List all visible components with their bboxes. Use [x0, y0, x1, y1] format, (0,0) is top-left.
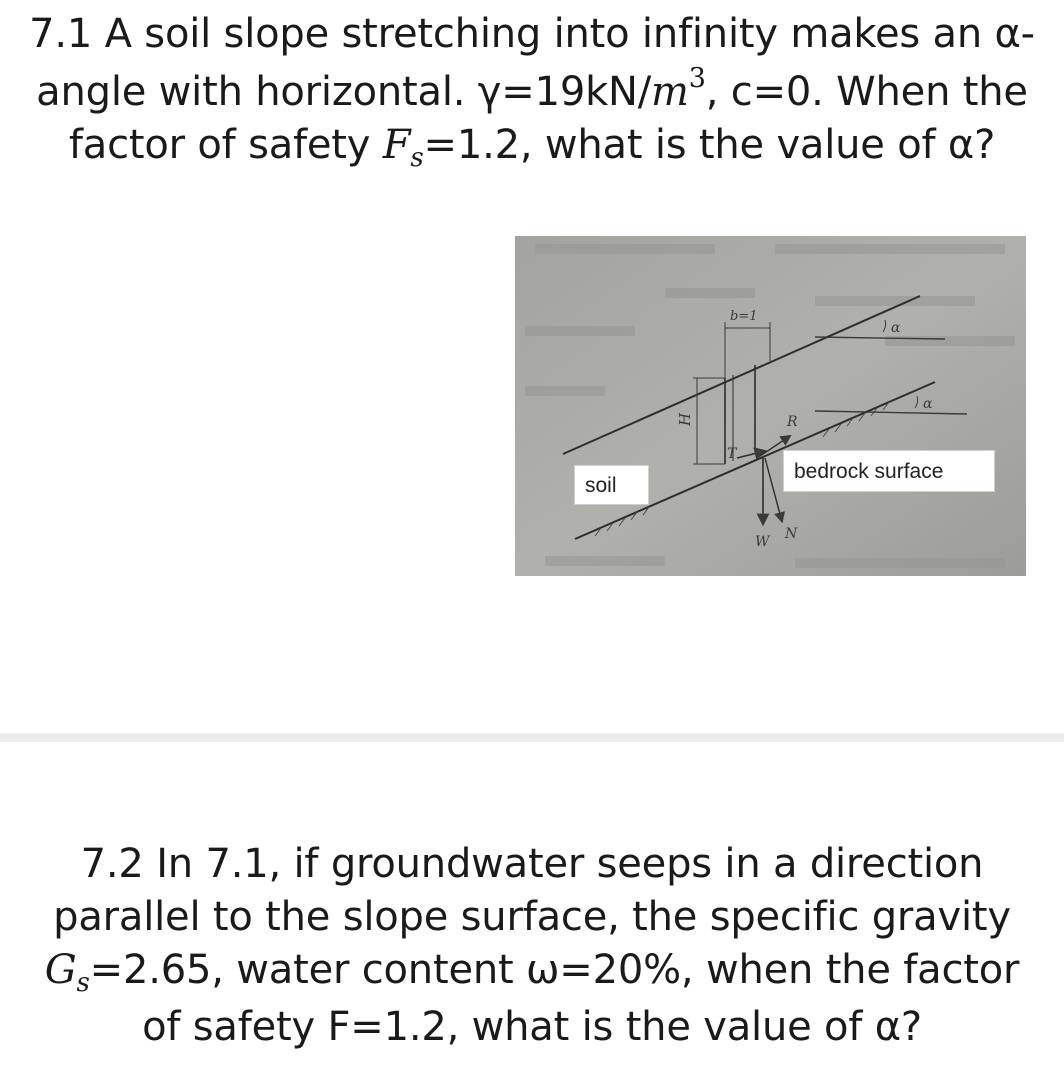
q1-line-2 — [0, 61, 1064, 119]
force-n-label: N — [785, 526, 798, 542]
section-divider — [0, 733, 1064, 742]
question-7-1 — [0, 8, 1064, 176]
safety-factor-symbol: F — [382, 122, 411, 169]
q2-line-4: of safety F=1.2, what is the value of α? — [142, 1003, 922, 1050]
safety-factor-subscript: s — [410, 143, 424, 174]
q2-line-3-text: =2.65, water content ω=20%, when the factor — [89, 947, 1020, 994]
angle-label-top: α — [891, 320, 901, 336]
force-r-label: R — [787, 414, 798, 430]
angle-label-bottom: α — [923, 396, 933, 412]
slope-diagram — [515, 236, 1026, 576]
bedrock-surface-label: bedrock surface — [783, 450, 995, 492]
q2-line-2: parallel to the slope surface, the specific gravity — [53, 894, 1011, 941]
h-dimension-label: H — [676, 412, 694, 426]
specific-gravity-symbol: G — [44, 947, 77, 994]
q1-line-2-text: angle with horizontal. γ=19kN/ — [36, 69, 652, 116]
slope-diagram-photo — [515, 236, 1026, 576]
q2-line-1: 7.2 In 7.1, if groundwater seeps in a direction — [80, 841, 984, 887]
force-w-label: W — [755, 534, 770, 550]
unit-exponent: 3 — [688, 63, 706, 95]
specific-gravity-subscript: s — [76, 968, 90, 999]
soil-label: soil — [574, 465, 649, 505]
q2-line-3 — [0, 944, 1064, 1001]
q1-line-3-tail: =1.2, what is the value of α? — [423, 122, 996, 169]
q1-line-3-text: factor of safety — [68, 122, 383, 169]
question-7-2 — [0, 838, 1064, 1054]
force-t-label: T — [727, 446, 737, 462]
q1-line-2-tail: , c=0. When the — [705, 69, 1028, 116]
unit-m: m — [651, 69, 689, 116]
b-dimension-label: b=1 — [730, 309, 758, 324]
photo-background — [515, 236, 1026, 576]
q1-line-1: 7.1 A soil slope stretching into infinity makes an α- — [29, 11, 1035, 57]
q1-line-3 — [0, 119, 1064, 176]
